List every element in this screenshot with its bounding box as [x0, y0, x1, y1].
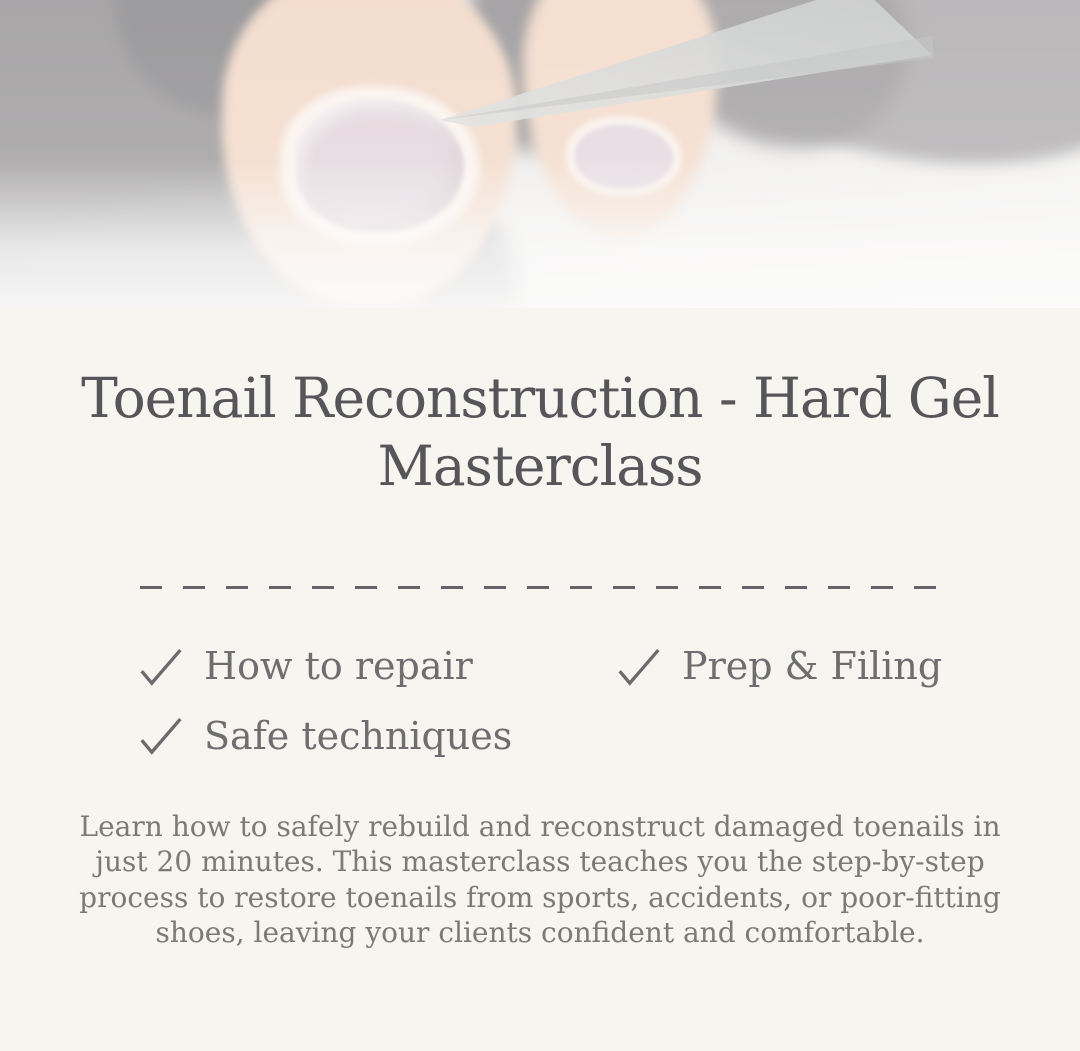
feature-label: Prep & Filing: [682, 644, 943, 689]
check-icon: [616, 646, 662, 689]
course-title: Toenail Reconstruction - Hard Gel Masterclass: [81, 366, 999, 499]
feature-item: [138, 645, 616, 689]
course-description: Learn how to safely rebuild and reconstruct damaged toenails in just 20 minutes. This masterclass teaches you the step-by-step process to restore toenails from sports, accidents, or poor-fitting shoes, leaving your clients confident and comfortable.: [79, 809, 1001, 950]
feature-label: How to repair: [204, 644, 473, 689]
check-icon: [138, 715, 184, 758]
feature-list: [138, 645, 1080, 758]
check-icon: [138, 646, 184, 689]
dashed-divider: [140, 586, 940, 589]
hero-photo: [0, 0, 1080, 308]
hero-white-overlay: [0, 0, 1080, 308]
feature-label: Safe techniques: [204, 714, 513, 759]
feature-item: [616, 645, 1080, 689]
feature-item: [138, 715, 616, 759]
content-section: [0, 364, 1080, 951]
